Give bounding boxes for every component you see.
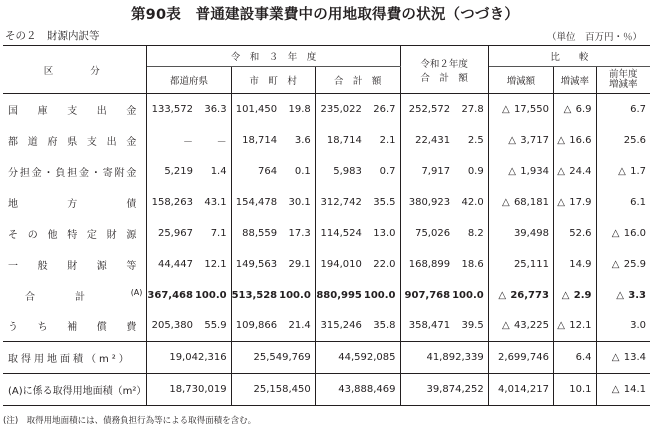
diff xyxy=(488,94,553,125)
pref-pct: 55.9 xyxy=(195,311,231,342)
rate-value: 24.4 xyxy=(569,165,592,177)
pref-value: 205,380 xyxy=(147,311,195,342)
area-row xyxy=(3,342,650,374)
prev-rate-value: 1.7 xyxy=(630,165,646,177)
header-reiwa2 xyxy=(400,46,488,94)
city-pct: 19.8 xyxy=(279,94,315,125)
total-value: 114,524 xyxy=(320,227,362,239)
diff-value: 3,717 xyxy=(520,134,549,146)
rate xyxy=(553,156,596,187)
table-row xyxy=(3,187,650,218)
header-prev-rate-line2: 増減率 xyxy=(609,79,638,90)
header-row-1 xyxy=(3,46,650,67)
row-label: 都道府県支出金 xyxy=(3,125,147,156)
prev-rate-value: 3.3 xyxy=(628,289,646,301)
rate xyxy=(553,125,596,156)
pref-value: 25,967 xyxy=(157,227,193,239)
diff-value: 1,934 xyxy=(520,165,549,177)
area-rate-value: 10.1 xyxy=(569,384,592,395)
rate xyxy=(553,249,596,280)
minus-triangle-sign: △ xyxy=(508,134,516,146)
diff-value: 68,181 xyxy=(513,196,549,208)
area-total: 43,888,469 xyxy=(315,374,400,406)
total-value: 315,246 xyxy=(315,311,364,342)
city-value: 154,478 xyxy=(235,196,278,208)
table-subtitle: その２ 財源内訳等 xyxy=(5,30,100,42)
total-pct: 26.7 xyxy=(364,94,400,125)
rate xyxy=(553,218,596,249)
area-prev-rate xyxy=(596,342,650,374)
prev-rate xyxy=(596,187,650,218)
total-pct: 100.0 xyxy=(364,280,400,311)
header-kubun: 区 分 xyxy=(3,46,147,94)
area-pref: 18,730,019 xyxy=(147,374,231,406)
area-city: 25,549,769 xyxy=(231,342,315,374)
area-row xyxy=(3,374,650,406)
diff xyxy=(488,249,553,280)
city-value: 101,450 xyxy=(235,103,278,115)
r2-value: 252,572 xyxy=(408,103,451,115)
pref-pct: 43.1 xyxy=(195,187,231,218)
total-pct: 2.1 xyxy=(364,125,400,156)
row-label-suffix: (A) xyxy=(130,287,143,297)
total-value: 5,983 xyxy=(333,165,362,177)
rate-value: 52.6 xyxy=(569,227,592,239)
footnote: (注) 取得用地面積には、債務負担行為等による取得面積を含む。 xyxy=(3,416,257,426)
table-row xyxy=(3,280,650,311)
r2-value: 22,431 xyxy=(415,134,451,146)
r2-value: 358,471 xyxy=(400,311,452,342)
row-label xyxy=(3,280,147,311)
minus-triangle-sign: △ xyxy=(616,289,624,301)
total-value: 235,022 xyxy=(320,103,362,115)
prev-rate xyxy=(596,156,650,187)
city-pct: 29.1 xyxy=(279,249,315,280)
pref-value: － xyxy=(182,136,193,148)
pref-pct: 36.3 xyxy=(195,94,231,125)
diff-value: 39,498 xyxy=(513,227,549,239)
header-compare: 比 較 xyxy=(488,46,650,67)
r2-pct: 0.9 xyxy=(452,156,488,187)
minus-triangle-sign: △ xyxy=(611,352,620,363)
header-prev-rate-line1: 前年度 xyxy=(609,69,638,80)
minus-triangle-sign: △ xyxy=(501,196,510,208)
diff xyxy=(488,311,553,342)
minus-triangle-sign: △ xyxy=(611,227,620,239)
table-row xyxy=(3,125,650,156)
diff xyxy=(488,156,553,187)
r2-pct: 2.5 xyxy=(452,125,488,156)
row-label: 国庫支出金 xyxy=(3,94,147,125)
diff-value: 17,550 xyxy=(513,103,549,115)
rate-value: 17.9 xyxy=(569,196,592,208)
city-pct: 17.3 xyxy=(279,218,315,249)
minus-triangle-sign: △ xyxy=(557,196,565,208)
pref-pct: 100.0 xyxy=(195,280,231,311)
rate xyxy=(553,280,596,311)
minus-triangle-sign: △ xyxy=(557,165,565,177)
total-pct: 35.5 xyxy=(364,187,400,218)
area-prev-rate-value: 14.1 xyxy=(623,384,646,395)
rate-value: 14.9 xyxy=(569,258,592,270)
table-row xyxy=(3,94,650,125)
r2-pct: 100.0 xyxy=(452,280,488,311)
rate-value: 6.9 xyxy=(575,103,592,115)
unit-label: （単位 百万円・％） xyxy=(546,32,642,43)
prev-rate xyxy=(596,280,650,311)
area-total: 44,592,085 xyxy=(315,342,400,374)
table-row xyxy=(3,156,650,187)
row-label-text: 合計 xyxy=(25,291,125,303)
r2-value: 7,917 xyxy=(421,165,451,177)
area-pref: 19,042,316 xyxy=(147,342,231,374)
r2-pct: 18.6 xyxy=(452,249,488,280)
city-value: 513,528 xyxy=(231,289,278,301)
minus-triangle-sign: △ xyxy=(611,258,620,270)
area-rate-value: 6.4 xyxy=(575,352,592,363)
header-city: 市 町 村 xyxy=(231,67,315,94)
area-rate xyxy=(553,342,596,374)
pref-value: 367,468 xyxy=(147,289,193,301)
rate-value: 2.9 xyxy=(573,289,592,301)
minus-triangle-sign: △ xyxy=(618,165,626,177)
total-pct: 35.8 xyxy=(364,311,400,342)
prev-rate-value: 25.9 xyxy=(623,258,646,270)
header-reiwa3: 令 和 ３ 年 度 xyxy=(147,46,400,67)
city-pct: 21.4 xyxy=(279,311,315,342)
area-rate xyxy=(553,374,596,406)
city-pct: 100.0 xyxy=(279,280,315,311)
page-title: 第90表 普通建設事業費中の用地取得費の状況（つづき） xyxy=(130,7,520,23)
r2-value: 75,026 xyxy=(415,227,451,239)
area-r2: 39,874,252 xyxy=(400,374,488,406)
rate xyxy=(553,311,596,342)
pref-value: 44,447 xyxy=(157,258,193,270)
rate xyxy=(553,187,596,218)
rate xyxy=(553,94,596,125)
diff-value: 26,773 xyxy=(510,289,549,301)
city-pct: 0.1 xyxy=(279,156,315,187)
header-total: 合 計 額 xyxy=(315,67,400,94)
total-pct: 0.7 xyxy=(364,156,400,187)
minus-triangle-sign: △ xyxy=(498,289,507,301)
table-row xyxy=(3,218,650,249)
row-label: うち補償費 xyxy=(3,311,147,342)
total-value: 194,010 xyxy=(320,258,362,270)
minus-triangle-sign: △ xyxy=(557,134,565,146)
pref-value: 158,263 xyxy=(151,196,193,208)
minus-triangle-sign: △ xyxy=(561,289,570,301)
table-row xyxy=(3,249,650,280)
area-row-label: 取得用地面積（m²） xyxy=(3,342,147,374)
r2-pct: 39.5 xyxy=(452,311,488,342)
city-pct: 30.1 xyxy=(279,187,315,218)
r2-pct: 42.0 xyxy=(452,187,488,218)
prev-rate xyxy=(596,94,650,125)
r2-value: 168,899 xyxy=(408,258,451,270)
prev-rate-value: 6.1 xyxy=(630,196,646,208)
minus-triangle-sign: △ xyxy=(611,384,620,395)
rate-value: 12.1 xyxy=(569,320,592,332)
prev-rate xyxy=(596,249,650,280)
city-value: 88,559 xyxy=(242,227,278,239)
header-reiwa2-line1: 令和２年度 xyxy=(420,58,468,70)
pref-value: 133,572 xyxy=(151,103,193,115)
total-pct: 22.0 xyxy=(364,249,400,280)
city-value: 764 xyxy=(258,165,278,177)
city-value: 109,866 xyxy=(231,311,279,342)
minus-triangle-sign: △ xyxy=(563,103,572,115)
area-prev-rate-value: 13.4 xyxy=(623,352,646,363)
total-value: 312,742 xyxy=(320,196,362,208)
area-row-label: (A)に係る取得用地面積（m²） xyxy=(3,374,147,406)
prev-rate xyxy=(596,218,650,249)
city-pct: 3.6 xyxy=(279,125,315,156)
minus-triangle-sign: △ xyxy=(501,320,510,332)
prev-rate-value: 3.0 xyxy=(630,320,646,332)
area-diff: 4,014,217 xyxy=(488,374,553,406)
prev-rate xyxy=(596,125,650,156)
prev-rate xyxy=(596,311,650,342)
table-row xyxy=(3,311,650,342)
total-value: 18,714 xyxy=(326,134,362,146)
city-value: 18,714 xyxy=(242,134,278,146)
header-reiwa2-line2: 合 計 額 xyxy=(420,72,468,84)
r2-value: 380,923 xyxy=(408,196,451,208)
minus-triangle-sign: △ xyxy=(501,103,510,115)
area-prev-rate xyxy=(596,374,650,406)
land-acquisition-table xyxy=(3,45,650,406)
header-pref: 都道府県 xyxy=(147,67,231,94)
row-label: 地方債 xyxy=(3,187,147,218)
prev-rate-value: 16.0 xyxy=(623,227,646,239)
pref-pct: 12.1 xyxy=(195,249,231,280)
area-r2: 41,892,339 xyxy=(400,342,488,374)
pref-pct: 7.1 xyxy=(195,218,231,249)
diff xyxy=(488,187,553,218)
pref-pct: 1.4 xyxy=(195,156,231,187)
header-prev-rate xyxy=(596,67,650,94)
pref-pct: － xyxy=(195,125,231,156)
area-city: 25,158,450 xyxy=(231,374,315,406)
diff xyxy=(488,218,553,249)
prev-rate-value: 25.6 xyxy=(623,134,646,146)
r2-value: 907,768 xyxy=(404,289,451,301)
header-diff: 増減額 xyxy=(488,67,553,94)
total-pct: 13.0 xyxy=(364,218,400,249)
city-value: 149,563 xyxy=(235,258,278,270)
diff xyxy=(488,280,553,311)
row-label: 一般財源等 xyxy=(3,249,147,280)
total-value: 880,995 xyxy=(316,289,362,301)
diff xyxy=(488,125,553,156)
minus-triangle-sign: △ xyxy=(508,165,516,177)
prev-rate-value: 6.7 xyxy=(630,103,646,115)
header-rate: 増減率 xyxy=(553,67,596,94)
r2-pct: 27.8 xyxy=(452,94,488,125)
minus-triangle-sign: △ xyxy=(557,320,565,332)
row-label: その他特定財源 xyxy=(3,218,147,249)
pref-value: 5,219 xyxy=(164,165,193,177)
r2-pct: 8.2 xyxy=(452,218,488,249)
rate-value: 16.6 xyxy=(569,134,592,146)
area-diff: 2,699,746 xyxy=(488,342,553,374)
diff-value: 43,225 xyxy=(513,320,549,332)
diff-value: 25,111 xyxy=(513,258,549,270)
row-label: 分担金・負担金・寄附金 xyxy=(3,156,147,187)
